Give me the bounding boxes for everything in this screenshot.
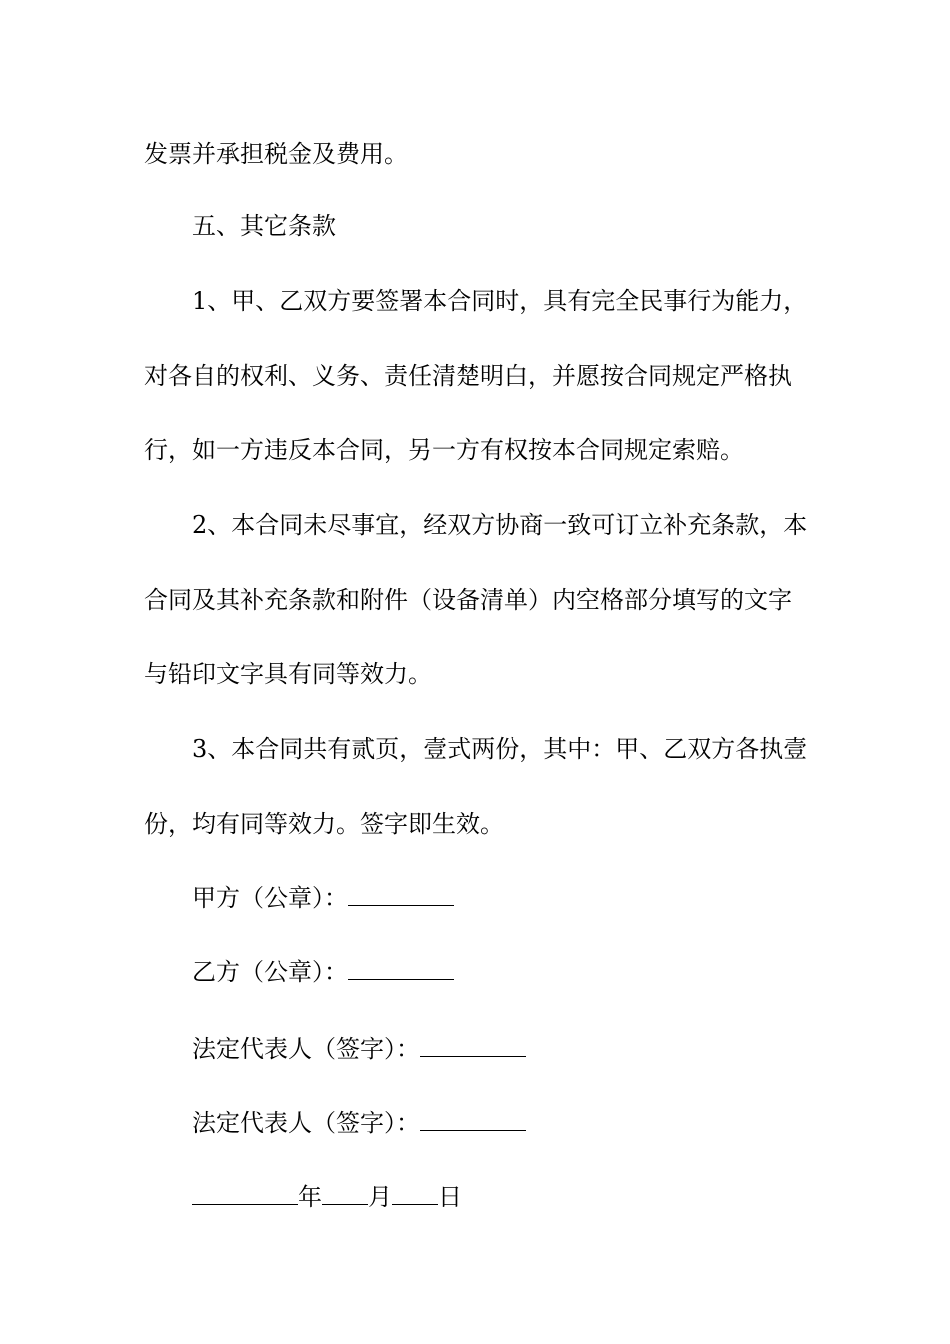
day-blank[interactable]: [392, 1182, 438, 1205]
legal-rep-b-row: [192, 1108, 526, 1138]
date-row: [192, 1182, 462, 1212]
clause-2-line-2: 合同及其补充条款和附件（设备清单）内空格部分填写的文字: [144, 586, 792, 614]
month-blank[interactable]: [322, 1182, 368, 1205]
legal-rep-b-label: 法定代表人（签字）：: [192, 1109, 420, 1137]
party-a-seal-blank[interactable]: [348, 883, 454, 906]
legal-rep-b-signature-blank[interactable]: [420, 1108, 526, 1131]
legal-rep-a-label: 法定代表人（签字）：: [192, 1035, 420, 1063]
clause-1-line-1: 1、甲、乙双方要签署本合同时，具有完全民事行为能力，: [192, 287, 808, 315]
party-b-seal-blank[interactable]: [348, 957, 454, 980]
clause-2-line-1: 2、本合同未尽事宜，经双方协商一致可订立补充条款，本: [192, 511, 808, 539]
legal-rep-a-signature-blank[interactable]: [420, 1034, 526, 1057]
clause-2-line-3: 与铅印文字具有同等效力。: [144, 660, 432, 688]
day-label: 日: [438, 1183, 462, 1211]
party-a-seal-label: 甲方（公章）：: [192, 884, 348, 912]
party-b-seal-row: [192, 957, 454, 987]
clause-3-line-2: 份，均有同等效力。签字即生效。: [144, 810, 504, 838]
legal-rep-a-row: [192, 1034, 526, 1064]
month-label: 月: [368, 1183, 392, 1211]
party-a-seal-row: [192, 883, 454, 913]
clause-3-line-1: 3、本合同共有贰页，壹式两份，其中：甲、乙双方各执壹: [192, 735, 808, 763]
year-blank[interactable]: [192, 1182, 298, 1205]
clause-1-line-2: 对各自的权利、义务、责任清楚明白，并愿按合同规定严格执: [144, 362, 792, 390]
clause-1-line-3: 行，如一方违反本合同，另一方有权按本合同规定索赔。: [144, 436, 744, 464]
paragraph-line-tax: 发票并承担税金及费用。: [144, 140, 408, 168]
year-label: 年: [298, 1183, 322, 1211]
section-heading-other-terms: 五、其它条款: [192, 212, 336, 240]
party-b-seal-label: 乙方（公章）：: [192, 958, 348, 986]
